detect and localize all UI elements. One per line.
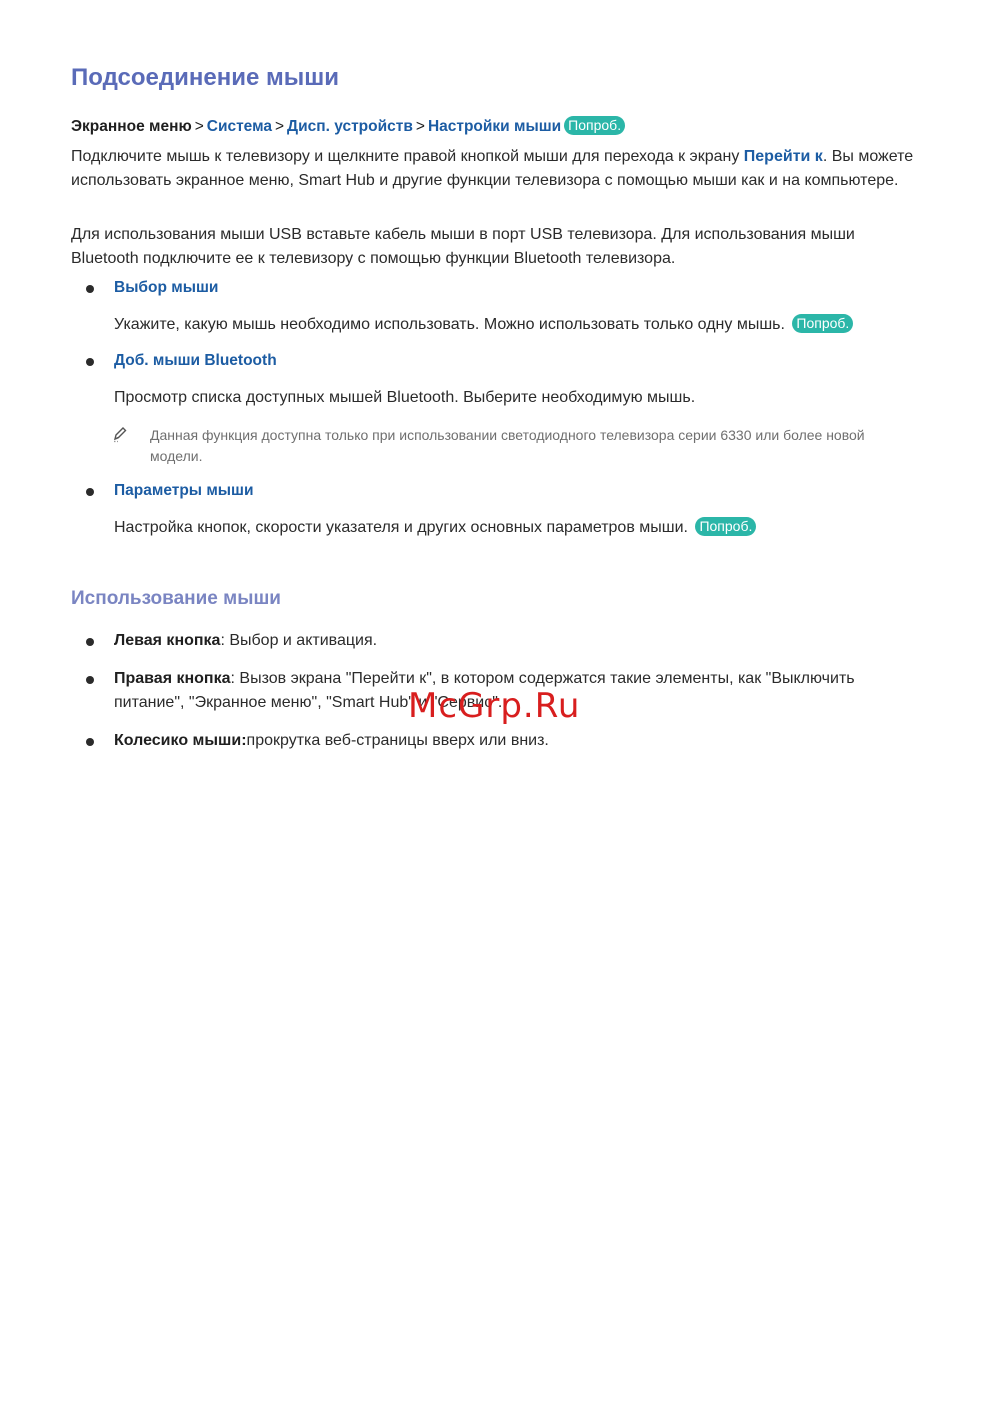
usage-term: Правая кнопка xyxy=(114,670,231,687)
breadcrumb-item-device-manager[interactable]: Дисп. устройств xyxy=(287,118,413,135)
note-text: Данная функция доступна только при использовании светодиодного телевизора серии 6330 или более новой модели. xyxy=(150,427,865,464)
bullet-icon xyxy=(86,358,94,366)
try-badge[interactable]: Попроб. xyxy=(695,517,756,536)
bullet-icon xyxy=(86,638,94,646)
usage-item-wheel xyxy=(114,729,924,753)
bullet-icon xyxy=(86,488,94,496)
intro-paragraph xyxy=(71,145,921,192)
try-badge[interactable]: Попроб. xyxy=(792,314,853,333)
breadcrumb xyxy=(71,116,625,136)
item-desc-mouse-options xyxy=(114,516,934,539)
breadcrumb-item-mouse-settings[interactable]: Настройки мыши xyxy=(427,118,562,135)
bullet-icon xyxy=(86,738,94,746)
breadcrumb-separator: > xyxy=(274,118,285,135)
breadcrumb-item-system[interactable]: Система xyxy=(206,118,272,135)
item-title-add-bluetooth-mouse[interactable]: Доб. мыши Bluetooth xyxy=(114,352,277,369)
breadcrumb-item-menu: Экранное меню xyxy=(71,118,192,135)
usage-item-left-button xyxy=(114,629,924,653)
intro-text-end: . Вы можете использовать экранное меню, Smart Hub и другие функции телевизора с помощью мыши как и на компьютере. xyxy=(71,148,914,189)
bullet-icon xyxy=(86,285,94,293)
pencil-icon xyxy=(112,425,128,443)
bullet-icon xyxy=(86,676,94,684)
breadcrumb-separator: > xyxy=(194,118,204,135)
item-desc-text: Настройка кнопок, скорости указателя и других основных параметров мыши. xyxy=(114,519,688,536)
watermark: McGrp.Ru xyxy=(408,686,581,726)
try-badge[interactable]: Попроб. xyxy=(564,116,625,135)
go-to-link[interactable]: Перейти к xyxy=(743,148,823,165)
breadcrumb-separator: > xyxy=(415,118,425,135)
usage-term: Левая кнопка xyxy=(114,632,221,649)
usb-bluetooth-paragraph: Для использования мыши USB вставьте кабель мыши в порт USB телевизора. Для использования мыши Bluetooth подключите ее к телевизору с помощью функции Bluetooth телевизора. xyxy=(71,226,855,267)
usage-text: : Выбор и активация. xyxy=(220,632,378,649)
item-desc-text: Укажите, какую мышь необходимо использовать. Можно использовать только одну мышь. xyxy=(114,316,785,333)
item-desc-add-bluetooth-mouse: Просмотр списка доступных мышей Bluetooth. Выберите необходимую мышь. xyxy=(114,389,696,406)
usage-text: : Вызов экрана "Перейти к", в котором содержатся такие элементы, как "Выключить питание", "Экранное меню", "Smart Hub" и "Сервис". xyxy=(114,670,855,711)
item-title-select-mouse[interactable]: Выбор мыши xyxy=(114,279,219,296)
section-title-using-mouse: Использование мыши xyxy=(71,588,281,609)
item-title-mouse-options[interactable]: Параметры мыши xyxy=(114,482,254,499)
item-desc-select-mouse xyxy=(114,313,934,336)
page-title: Подсоединение мыши xyxy=(71,64,339,91)
usage-term: Колесико мыши: xyxy=(114,732,247,749)
intro-text: Подключите мышь к телевизору и щелкните правой кнопкой мыши для перехода к экрану xyxy=(71,148,744,165)
usage-text: прокрутка веб-страницы вверх или вниз. xyxy=(246,732,549,749)
